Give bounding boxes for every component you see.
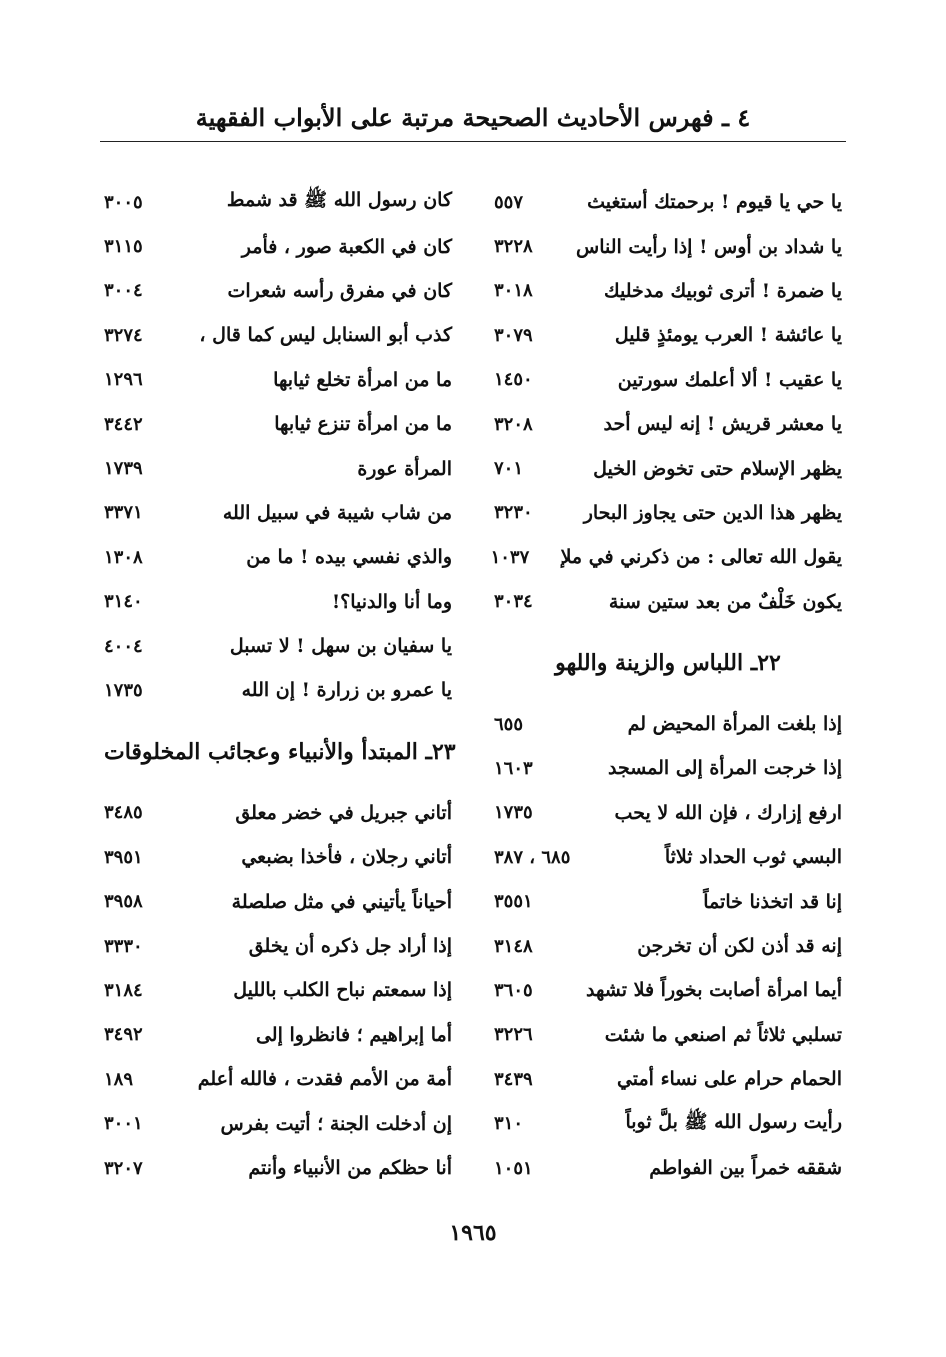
index-entry bbox=[494, 791, 842, 835]
hadith-incipit: إذا أراد جل ذكره أن يخلق bbox=[248, 935, 452, 958]
hadith-number: ٤٠٠٤ bbox=[104, 635, 143, 657]
hadith-number: ١٧٣٩ bbox=[104, 458, 143, 480]
hadith-incipit: الحمام حرام على نساء أمتي bbox=[616, 1068, 842, 1091]
index-entry bbox=[104, 1146, 452, 1190]
hadith-number: ٣٣٣٠ bbox=[104, 935, 143, 957]
hadith-incipit: ارفع إزارك ، فإن الله لا يحب bbox=[614, 801, 842, 824]
index-entry bbox=[494, 835, 842, 879]
index-entry bbox=[104, 269, 452, 313]
index-group-21-end bbox=[490, 180, 842, 624]
hadith-number: ٣٥٥١ bbox=[494, 891, 533, 913]
hadith-incipit: المرأة عورة bbox=[357, 457, 452, 480]
hadith-incipit: إذا بلغت المرأة المحيض لم bbox=[627, 713, 842, 736]
index-entry bbox=[104, 624, 452, 668]
hadith-incipit: ما من امرأة تخلع ثيابها bbox=[273, 368, 452, 391]
hadith-number: ٣٠٣٤ bbox=[494, 591, 533, 613]
hadith-number: ٣١١٥ bbox=[104, 236, 143, 258]
hadith-number: ٣٦٠٥ bbox=[494, 979, 533, 1001]
hadith-incipit: يا عقيب ! ألا أعلمك سورتين bbox=[617, 368, 842, 391]
index-entry bbox=[494, 313, 842, 357]
hadith-number: ٣٠١٨ bbox=[494, 280, 533, 302]
index-entry bbox=[494, 1146, 842, 1190]
index-entry bbox=[494, 924, 842, 968]
hadith-incipit: أحياناً يأتيني في مثل صلصلة bbox=[231, 890, 452, 913]
hadith-incipit: من شاب شيبة في سبيل الله bbox=[222, 501, 452, 524]
hadith-number: ٣٢٠٨ bbox=[494, 413, 533, 435]
index-entry bbox=[490, 535, 842, 579]
hadith-incipit: يا عمرو بن زرارة ! إن الله bbox=[241, 679, 452, 702]
index-entry bbox=[104, 491, 452, 535]
hadith-number: ٣٢٢٦ bbox=[494, 1024, 533, 1046]
hadith-incipit: يظهر الإسلام حتى تخوض الخيل bbox=[593, 457, 842, 480]
hadith-incipit: ما من امرأة تنزع ثيابها bbox=[274, 413, 452, 436]
hadith-number: ١٧٣٥ bbox=[104, 679, 143, 701]
hadith-number: ١٠٣٧ bbox=[490, 546, 530, 568]
hadith-number: ٣٢٣٠ bbox=[494, 502, 533, 524]
index-entry bbox=[104, 1057, 452, 1101]
hadith-number: ٣٩٥١ bbox=[104, 846, 143, 868]
left-column bbox=[104, 180, 456, 1190]
index-entry bbox=[494, 269, 842, 313]
hadith-number: ٣٠٧٩ bbox=[494, 324, 533, 346]
index-entry bbox=[494, 358, 842, 402]
index-entry bbox=[494, 224, 842, 268]
index-entry bbox=[104, 402, 452, 446]
hadith-number: ٣٢٠٧ bbox=[104, 1157, 143, 1179]
index-entry bbox=[104, 791, 452, 835]
hadith-number: ١٠٥١ bbox=[494, 1157, 533, 1179]
index-group-22-cont bbox=[104, 180, 452, 713]
hadith-incipit: أيما امرأة أصابت بخوراً فلا تشهد bbox=[586, 979, 842, 1002]
hadith-number: ١٦٠٣ bbox=[494, 757, 533, 779]
index-entry bbox=[104, 580, 452, 624]
hadith-number: ١٤٥٠ bbox=[494, 369, 533, 391]
index-entry bbox=[104, 535, 452, 579]
hadith-incipit: أتاني جبريل في خضر معلق bbox=[235, 801, 452, 824]
hadith-incipit: إنه قد أذن لكن أن تخرجن bbox=[637, 935, 842, 958]
hadith-incipit: يقول الله تعالى : من ذكرني في ملإ bbox=[560, 546, 842, 569]
index-entry bbox=[494, 1013, 842, 1057]
hadith-incipit: رأيت رسول الله ﷺ بلَّ ثوباً bbox=[625, 1110, 842, 1133]
hadith-number: ٧٠١ bbox=[494, 458, 524, 480]
hadith-incipit: يا ضمرة ! أترى ثوبيك مدخليك bbox=[603, 279, 842, 302]
hadith-incipit: إذا سمعتم نباح الكلب بالليل bbox=[233, 979, 452, 1002]
index-entry bbox=[494, 446, 842, 490]
hadith-incipit: إذا خرجت المرأة إلى المسجد bbox=[607, 757, 842, 780]
hadith-incipit: شققه خمراً بين الفواطم bbox=[649, 1157, 842, 1179]
hadith-number: ٣٣٧١ bbox=[104, 502, 143, 524]
hadith-number: ١٢٩٦ bbox=[104, 369, 143, 391]
hadith-number: ١٣٠٨ bbox=[104, 546, 143, 568]
hadith-number: ١٨٩ bbox=[104, 1068, 134, 1090]
hadith-incipit: أما إبراهيم ؛ فانظروا إلى bbox=[255, 1023, 452, 1046]
hadith-number: ٣٩٥٨ bbox=[104, 891, 143, 913]
hadith-incipit: يظهر هذا الدين حتى يجاوز البحار bbox=[583, 501, 842, 524]
hadith-number: ٣٤٣٩ bbox=[494, 1068, 533, 1090]
hadith-incipit: يكون خَلْفٌ من بعد ستين سنة bbox=[608, 590, 842, 613]
hadith-incipit: البسي ثوب الحداد ثلاثاً bbox=[664, 846, 842, 869]
hadith-number: ٣٠٠٤ bbox=[104, 280, 143, 302]
hadith-number: ٣١٨٤ bbox=[104, 979, 143, 1001]
hadith-number: ٣٤٨٥ bbox=[104, 802, 143, 824]
hadith-incipit: يا حي يا قيوم ! برحمتك أستغيث bbox=[587, 191, 842, 214]
hadith-incipit: كذب أبو السنابل ليس كما قال ، bbox=[199, 324, 452, 347]
right-column bbox=[490, 180, 842, 1190]
hadith-number: ٣١٤٠ bbox=[104, 591, 143, 613]
hadith-incipit: تسلبي ثلاثاً ثم اصنعي ما شئت bbox=[604, 1023, 842, 1046]
index-entry bbox=[104, 668, 452, 712]
index-entry bbox=[494, 1057, 842, 1101]
hadith-incipit: يا عائشة ! العرب يومئذٍ قليل bbox=[614, 324, 842, 347]
index-entry bbox=[494, 879, 842, 923]
hadith-incipit: كان في مفرق رأسه شعرات bbox=[227, 279, 452, 302]
index-entry bbox=[104, 1013, 452, 1057]
index-entry bbox=[494, 1101, 842, 1145]
index-entry bbox=[104, 924, 452, 968]
hadith-incipit: أمة من الأمم فقدت ، فالله أعلم bbox=[197, 1068, 452, 1091]
page-number: ١٩٦٥ bbox=[449, 1220, 497, 1246]
index-entry bbox=[104, 446, 452, 490]
hadith-incipit: كان في الكعبة صور ، فأمر bbox=[241, 235, 452, 258]
index-entry bbox=[104, 1101, 452, 1145]
index-entry bbox=[104, 224, 452, 268]
section-title-22: ٢٢ـ اللباس والزينة واللهو bbox=[555, 649, 781, 676]
hadith-number: ٣٢٢٨ bbox=[494, 236, 533, 258]
hadith-incipit: كان رسول الله ﷺ قد شمط bbox=[226, 189, 452, 212]
index-entry bbox=[494, 491, 842, 535]
hadith-incipit: يا سفيان بن سهل ! لا تسبل bbox=[229, 635, 452, 658]
hadith-number: ٦٨٥ ، ٣٨٧ bbox=[494, 846, 571, 868]
index-entry bbox=[104, 879, 452, 923]
index-group-23 bbox=[104, 791, 452, 1191]
index-entry bbox=[104, 180, 452, 224]
hadith-number: ٣١٤٨ bbox=[494, 935, 533, 957]
hadith-incipit: يا شداد بن أوس ! إذا رأيت الناس bbox=[576, 235, 842, 258]
index-entry bbox=[104, 835, 452, 879]
hadith-incipit: والذي نفسي بيده ! ما من bbox=[246, 546, 452, 569]
hadith-incipit: أنا حظكم من الأنبياء وأنتم bbox=[248, 1157, 452, 1179]
hadith-number: ١٧٣٥ bbox=[494, 802, 533, 824]
hadith-number: ٣٠٠١ bbox=[104, 1113, 143, 1135]
index-entry bbox=[494, 968, 842, 1012]
index-entry bbox=[104, 968, 452, 1012]
hadith-incipit: وما أنا والدنيا؟! bbox=[331, 590, 452, 613]
index-entry bbox=[494, 702, 842, 746]
index-group-22 bbox=[494, 702, 842, 1190]
hadith-incipit: إنا قد اتخذنا خاتماً bbox=[703, 890, 842, 913]
hadith-number: ٣٤٤٢ bbox=[104, 413, 143, 435]
index-entry bbox=[104, 313, 452, 357]
section-title-23: ٢٣ـ المبتدأ والأنبياء وعجائب المخلوقات bbox=[104, 738, 456, 765]
index-entry bbox=[494, 402, 842, 446]
hadith-number: ٦٥٥ bbox=[494, 713, 524, 735]
running-header: ٤ ـ فهرس الأحاديث الصحيحة مرتبة على الأبواب الفقهية bbox=[195, 103, 751, 132]
hadith-incipit: أتاني رجلان ، فأخذا بضبعي bbox=[241, 846, 452, 869]
hadith-number: ٣١٠ bbox=[494, 1113, 524, 1135]
index-entry bbox=[104, 358, 452, 402]
hadith-number: ٣٠٠٥ bbox=[104, 191, 143, 213]
hadith-number: ٣٢٧٤ bbox=[104, 324, 143, 346]
header-rule bbox=[100, 141, 846, 142]
hadith-number: ٣٤٩٢ bbox=[104, 1024, 143, 1046]
index-entry bbox=[494, 746, 842, 790]
hadith-incipit: إن أدخلت الجنة ؛ أتيت بفرس bbox=[220, 1112, 452, 1135]
index-entry bbox=[494, 180, 842, 224]
hadith-number: ٥٥٧ bbox=[494, 191, 524, 213]
index-entry bbox=[494, 580, 842, 624]
hadith-incipit: يا معشر قريش ! إنه ليس أحد bbox=[603, 413, 842, 436]
